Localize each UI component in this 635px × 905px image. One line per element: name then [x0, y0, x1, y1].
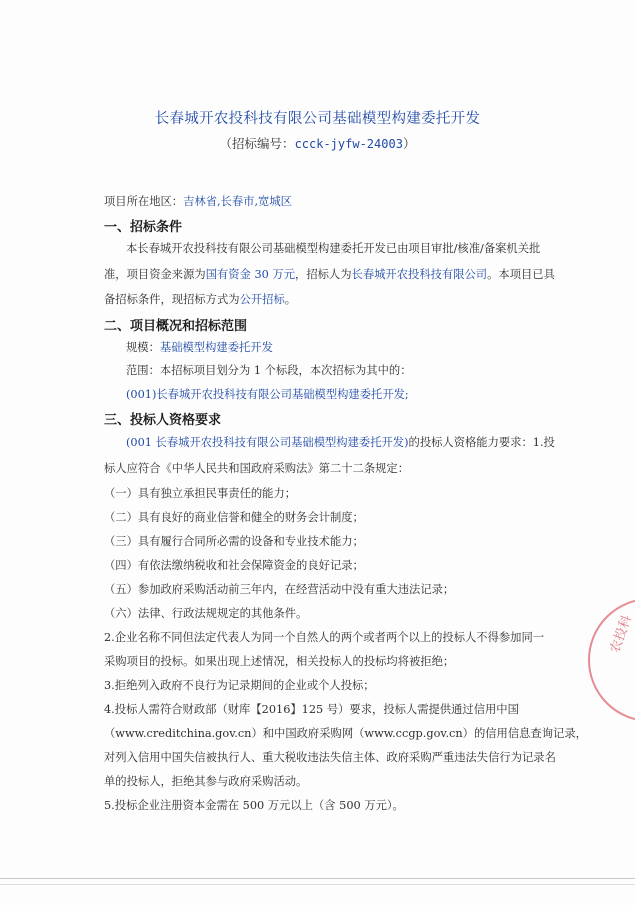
company-seal: [588, 598, 635, 722]
section-2-heading: 二、项目概况和招标范围: [104, 319, 248, 334]
tender-method: 公开招标: [239, 293, 285, 306]
section-1-para: [104, 266, 555, 282]
requirement-line: 5.投标企业注册资本金需在 500 万元以上（含 500 万元）。: [104, 799, 404, 812]
region-line: [104, 193, 292, 209]
condition-item: （四）有依法缴纳税收和社会保障资金的良好记录；: [104, 559, 364, 572]
subtitle-suffix: ）: [402, 136, 416, 151]
scale-line: [126, 339, 273, 355]
fund-source: 国有资金 30 万元: [205, 268, 296, 281]
requirement-line: （www.creditchina.gov.cn）和中国政府采购网（www.ccgp.gov.cn）的信用信息查询记录，: [104, 727, 587, 740]
text-run: 准，项目资金来源为: [104, 268, 206, 281]
requirement-line: 采购项目的投标。如果出现上述情况，相关投标人的投标均将被拒绝；: [104, 655, 455, 668]
region-value: 吉林省,长春市,宽城区: [183, 195, 292, 208]
condition-item: （六）法律、行政法规规定的其他条件。: [104, 607, 308, 620]
requirement-line: 单的投标人，拒绝其参与政府采购活动。: [104, 775, 308, 788]
condition-item: （三）具有履行合同所必需的设备和专业技术能力；: [104, 535, 364, 548]
text-run: ，招标人为: [295, 268, 352, 281]
region-label: 项目所在地区：: [104, 195, 184, 208]
section-1-para: 本长春城开农投科技有限公司基础模型构建委托开发已由项目审批/核准/备案机关批: [126, 242, 541, 255]
document-subtitle: [0, 134, 635, 152]
section-1-para: [104, 291, 296, 307]
section-1-heading: 一、招标条件: [104, 220, 183, 235]
document-title: 长春城开农投科技有限公司基础模型构建委托开发: [154, 111, 481, 127]
section-3-heading: 三、投标人资格要求: [104, 413, 222, 428]
condition-item: （一）具有独立承担民事责任的能力；: [104, 487, 297, 500]
scale-label: 规模：: [126, 341, 160, 354]
text-run: 的投标人资格能力要求：1.投: [408, 436, 555, 449]
lot-line: (001)长春城开农投科技有限公司基础模型构建委托开发;: [126, 388, 409, 401]
text-run: 。: [284, 293, 297, 306]
qualification-line: [126, 434, 555, 450]
condition-item: （二）具有良好的商业信誉和健全的财务会计制度；: [104, 511, 364, 524]
subtitle-prefix: （招标编号：: [219, 136, 295, 151]
tender-code: ccck-jyfw-24003: [294, 137, 403, 151]
scan-edge-line: [0, 884, 635, 885]
condition-item: （五）参加政府采购活动前三年内，在经营活动中没有重大违法记录；: [104, 583, 455, 596]
requirement-line: 4.投标人需符合财政部（财库【2016】125 号）要求，投标人需提供通过信用中国: [104, 703, 519, 716]
seal-text: 农投科: [607, 613, 635, 656]
requirement-line: 对列入信用中国失信被执行人、重大税收违法失信主体、政府采购严重违法失信行为记录名: [104, 751, 556, 764]
scan-edge-line: [0, 878, 635, 879]
scope-line: 范围：本招标项目划分为 1 个标段，本次招标为其中的：: [126, 364, 412, 377]
text-run: 备招标条件，现招标方式为: [104, 293, 240, 306]
scale-value: 基础模型构建委托开发: [159, 341, 273, 354]
tenderer-name: 长春城开农投科技有限公司: [351, 268, 488, 281]
qualification-line: 标人应符合《中华人民共和国政府采购法》第二十二条规定：: [104, 462, 410, 475]
requirement-line: 3.拒绝列入政府不良行为记录期间的企业或个人投标；: [104, 679, 375, 692]
text-run: 。本项目已具: [487, 268, 555, 281]
requirement-line: 2.企业名称不同但法定代表人为同一个自然人的两个或者两个以上的投标人不得参加同一: [104, 631, 545, 644]
lot-reference: (001 长春城开农投科技有限公司基础模型构建委托开发): [126, 436, 409, 449]
